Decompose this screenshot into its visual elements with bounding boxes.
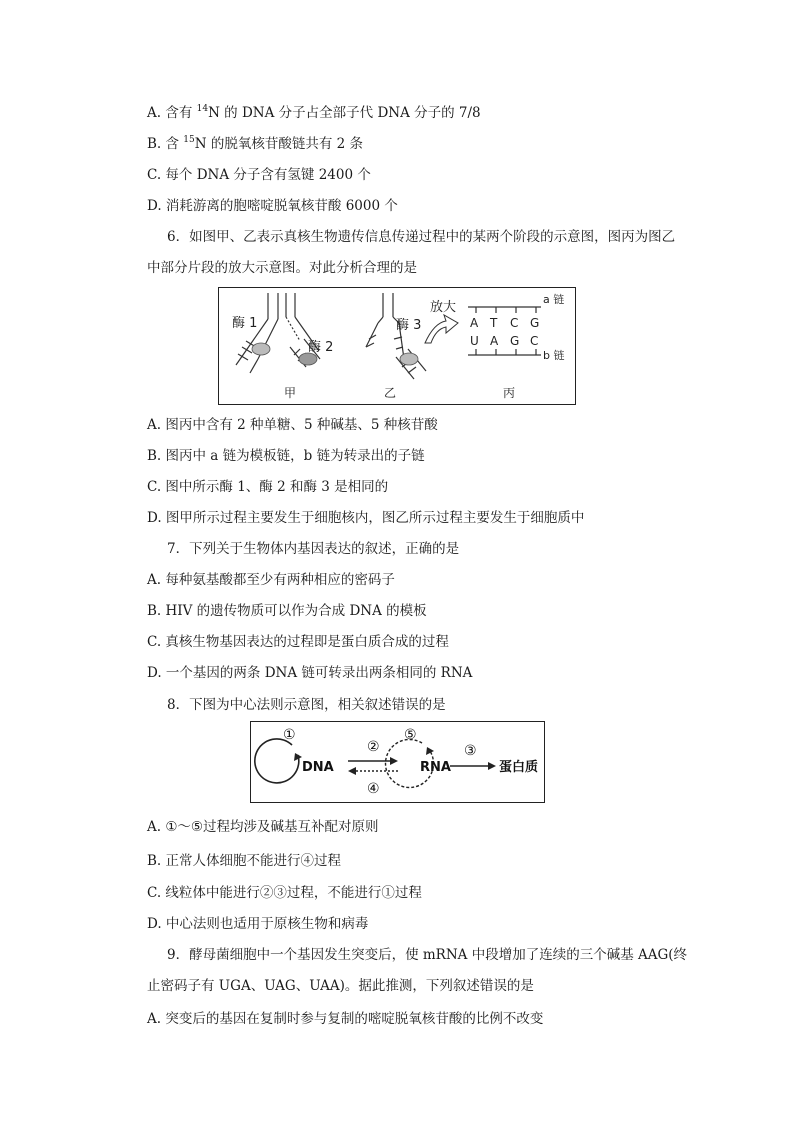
q7-option-b: B. HIV 的遗传物质可以作为合成 DNA 的模板 [147, 603, 427, 619]
process-1-label: ① [283, 727, 296, 743]
q6-option-a: A. 图丙中含有 2 种单糖、5 种碱基、5 种核苷酸 [147, 417, 438, 433]
label-bing: 丙 [503, 386, 516, 400]
bottom-base: U [470, 334, 479, 348]
q7-option-d: D. 一个基因的两条 DNA 链可转录出两条相同的 RNA [147, 665, 473, 681]
q6-option-d: D. 图甲所示过程主要发生于细胞核内，图乙所示过程主要发生于细胞质中 [147, 510, 585, 526]
q9-stem-line2: 止密码子有 UGA、UAG、UAA)。据此推测，下列叙述错误的是 [147, 978, 534, 994]
q8-option-d: D. 中心法则也适用于原核生物和病毒 [147, 916, 369, 932]
a-chain-label: a 链 [543, 293, 565, 306]
process-4-label: ④ [367, 781, 380, 797]
q5-option-b [147, 135, 363, 153]
q6-option-c: C. 图中所示酶 1、酶 2 和酶 3 是相同的 [147, 479, 389, 495]
q8-stem: 8．下图为中心法则示意图，相关叙述错误的是 [167, 697, 446, 713]
q6-figure [218, 287, 576, 405]
enzyme2-label: 酶 2 [308, 340, 334, 355]
option-text: N 的脱氧核苷酸链共有 2 条 [194, 136, 364, 152]
option-text: N 的 DNA 分子占全部子代 DNA 分子的 7/8 [208, 105, 481, 121]
top-base: C [510, 316, 519, 330]
q7-option-c: C. 真核生物基因表达的过程即是蛋白质合成的过程 [147, 634, 449, 650]
process-2-label: ② [367, 739, 380, 755]
q7-stem: 7．下列关于生物体内基因表达的叙述，正确的是 [167, 541, 460, 557]
enzyme1-shape [252, 343, 270, 355]
q6-figure-svg [218, 287, 576, 405]
option-text: A. 含有 [147, 105, 197, 121]
q8-option-a: A. ①～⑤过程均涉及碱基互补配对原则 [147, 819, 379, 835]
top-base: T [490, 316, 498, 330]
superscript: 14 [196, 104, 209, 114]
magnify-label: 放大 [430, 300, 457, 315]
process-3-label: ③ [464, 743, 477, 759]
q5-option-a [147, 104, 481, 122]
label-yi: 乙 [384, 386, 397, 400]
bottom-base: C [530, 334, 539, 348]
q9-option-a: A. 突变后的基因在复制时参与复制的嘧啶脱氧核苷酸的比例不改变 [147, 1011, 544, 1027]
label-jia: 甲 [284, 386, 297, 400]
bottom-base: G [510, 334, 520, 348]
bottom-base: A [490, 334, 499, 348]
q5-option-c: C. 每个 DNA 分子含有氢键 2400 个 [147, 167, 371, 183]
superscript: 15 [183, 135, 195, 145]
q8-central-dogma-figure [250, 721, 545, 803]
enzyme3-shape [400, 353, 418, 365]
rna-label: RNA [420, 760, 451, 775]
q8-option-b: B. 正常人体细胞不能进行④过程 [147, 853, 342, 869]
q5-option-d: D. 消耗游离的胞嘧啶脱氧核苷酸 6000 个 [147, 198, 398, 214]
q6-option-b: B. 图丙中 a 链为模板链，b 链为转录出的子链 [147, 448, 425, 464]
dna-label: DNA [302, 760, 334, 775]
q9-stem-line1: 9．酵母菌细胞中一个基因发生突变后，使 mRNA 中段增加了连续的三个碱基 AAG(终 [167, 947, 688, 963]
enzyme3-label: 酶 3 [396, 318, 422, 333]
q6-stem-line1: 6．如图甲、乙表示真核生物遗传信息传递过程中的某两个阶段的示意图，图丙为图乙 [167, 229, 676, 245]
protein-label: 蛋白质 [499, 760, 539, 775]
q6-stem-line2: 中部分片段的放大示意图。对此分析合理的是 [147, 260, 417, 276]
q7-option-a: A. 每种氨基酸都至少有两种相应的密码子 [147, 572, 395, 588]
q8-figure-svg [250, 721, 545, 803]
top-base: A [470, 316, 479, 330]
process-5-label: ⑤ [404, 727, 417, 743]
option-text: B. 含 [147, 136, 184, 152]
q8-option-c: C. 线粒体中能进行②③过程，不能进行①过程 [147, 885, 422, 901]
b-chain-label: b 链 [543, 349, 565, 362]
enzyme1-label: 酶 1 [232, 316, 258, 331]
top-base: G [530, 316, 540, 330]
